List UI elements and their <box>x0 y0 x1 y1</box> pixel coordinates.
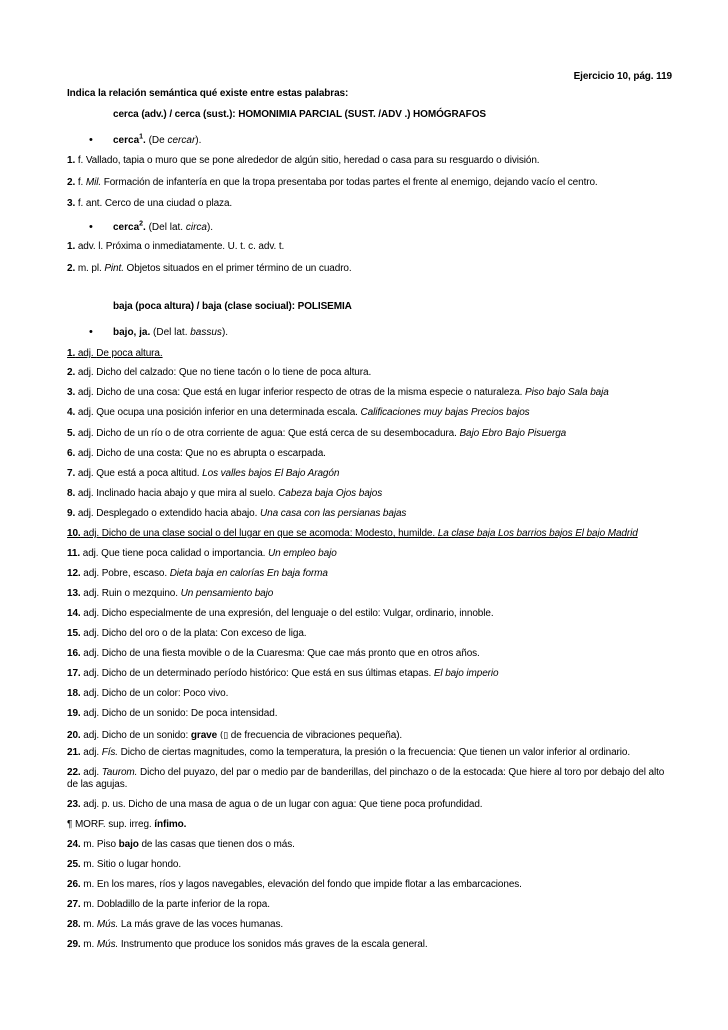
definition-line: 20. adj. Dicho de un sonido: grave (▯ de frecuencia de vibraciones pequeña). <box>67 730 403 741</box>
group2-title: baja (poca altura) / baja (clase sociual): POLISEMIA <box>113 301 352 312</box>
definition-line: 1. adv. l. Próxima o inmediatamente. U. t. c. adv. t. <box>67 241 285 252</box>
sense-line: 7. adj. Que está a poca altitud. Los valles bajos El Bajo Aragón <box>67 468 340 479</box>
morphology-note: ¶ MORF. sup. irreg. ínfimo. <box>67 819 187 830</box>
sense-line: 10. adj. Dicho de una clase social o del lugar en que se acomoda: Modesto, humilde. La clase baja Los barrios bajos El bajo Madrid <box>67 528 638 539</box>
instruction-text: Indica la relación semántica qué existe entre estas palabras: <box>67 88 349 99</box>
sense-line: 15. adj. Dicho del oro o de la plata: Con exceso de liga. <box>67 628 307 639</box>
sense-line: 1. adj. De poca altura. <box>67 348 163 359</box>
definition-line: 28. m. Mús. La más grave de las voces humanas. <box>67 919 284 930</box>
sense-line: 8. adj. Inclinado hacia abajo y que mira al suelo. Cabeza baja Ojos bajos <box>67 488 383 499</box>
sense-line: 14. adj. Dicho especialmente de una expresión, del lenguaje o del estilo: Vulgar, ordinario, innoble. <box>67 608 494 619</box>
entry-cerca1: • cerca$^1$. (De cercar). <box>89 133 202 146</box>
definition-line: 21. adj. Fís. Dicho de ciertas magnitudes, como la temperatura, la presión o la frecuencia: Que tienen un valor inferior al ordinario. <box>67 747 631 758</box>
definition-line: 26. m. En los mares, ríos y lagos navegables, elevación del fondo que impide flotar a las embarcaciones. <box>67 879 522 890</box>
definition-line: 25. m. Sitio o lugar hondo. <box>67 859 182 870</box>
bullet-icon: • <box>89 326 93 338</box>
bullet-icon: • <box>89 221 93 233</box>
definition-line: 1. f. Vallado, tapia o muro que se pone alrededor de algún sitio, heredad o casa para su resguardo o división. <box>67 155 540 166</box>
sense-line: 2. adj. Dicho del calzado: Que no tiene tacón o lo tiene de poca altura. <box>67 367 372 378</box>
definition-line: 27. m. Dobladillo de la parte inferior de la ropa. <box>67 899 270 910</box>
sense-line: 4. adj. Que ocupa una posición inferior en una determinada escala. Calificaciones muy bajas Precios bajos <box>67 407 530 418</box>
sense-line: 3. adj. Dicho de una cosa: Que está en lugar inferior respecto de otras de la misma especie o naturaleza. Piso bajo Sala baja <box>67 387 609 398</box>
definition-line: 23. adj. p. us. Dicho de una masa de agua o de un lugar con agua: Que tiene poca profundidad. <box>67 799 483 810</box>
definition-line: 3. f. ant. Cerco de una ciudad o plaza. <box>67 198 233 209</box>
sense-line: 17. adj. Dicho de un determinado período histórico: Que está en sus últimas etapas. El bajo imperio <box>67 668 499 679</box>
definition-line: 24. m. Piso bajo de las casas que tienen dos o más. <box>67 839 295 850</box>
definition-line: 2. m. pl. Pint. Objetos situados en el primer término de un cuadro. <box>67 263 352 274</box>
entry-cerca2: • cerca$^2$. (Del lat. circa). <box>89 220 214 233</box>
exercise-header: Ejercicio 10, pág. 119 <box>573 71 672 82</box>
group1-title: cerca (adv.) / cerca (sust.): HOMONIMIA PARCIAL (SUST. /ADV .) HOMÓGRAFOS <box>113 109 486 120</box>
definition-line: 2. f. Mil. Formación de infantería en que la tropa presentaba por todas partes el frente al enemigo, dejando vacío el centro. <box>67 177 598 188</box>
sense-line: 5. adj. Dicho de un río o de otra corriente de agua: Que está cerca de su desembocadura. Bajo Ebro Bajo Pisuerga <box>67 428 567 439</box>
sense-line: 16. adj. Dicho de una fiesta movible o de la Cuaresma: Que cae más pronto que en otros años. <box>67 648 480 659</box>
entry-bajo: • bajo, ja. (Del lat. bassus). <box>89 326 229 338</box>
sense-line: 12. adj. Pobre, escaso. Dieta baja en calorías En baja forma <box>67 568 328 579</box>
sense-line: 6. adj. Dicho de una costa: Que no es abrupta o escarpada. <box>67 448 326 459</box>
definition-line: 29. m. Mús. Instrumento que produce los sonidos más graves de la escala general. <box>67 939 428 950</box>
definition-line: 22. adj. Taurom. Dicho del puyazo, del par o medio par de banderillas, del pinchazo o de la estocada: Que hiere al toro por debajo del alto de las agujas. <box>67 767 665 790</box>
sense-line: 18. adj. Dicho de un color: Poco vivo. <box>67 688 229 699</box>
sense-line: 9. adj. Desplegado o extendido hacia abajo. Una casa con las persianas bajas <box>67 508 407 519</box>
sense-line: 13. adj. Ruin o mezquino. Un pensamiento bajo <box>67 588 274 599</box>
sense-line: 11. adj. Que tiene poca calidad o importancia. Un empleo bajo <box>67 548 337 559</box>
sense-line: 19. adj. Dicho de un sonido: De poca intensidad. <box>67 708 278 719</box>
bullet-icon: • <box>89 134 93 146</box>
